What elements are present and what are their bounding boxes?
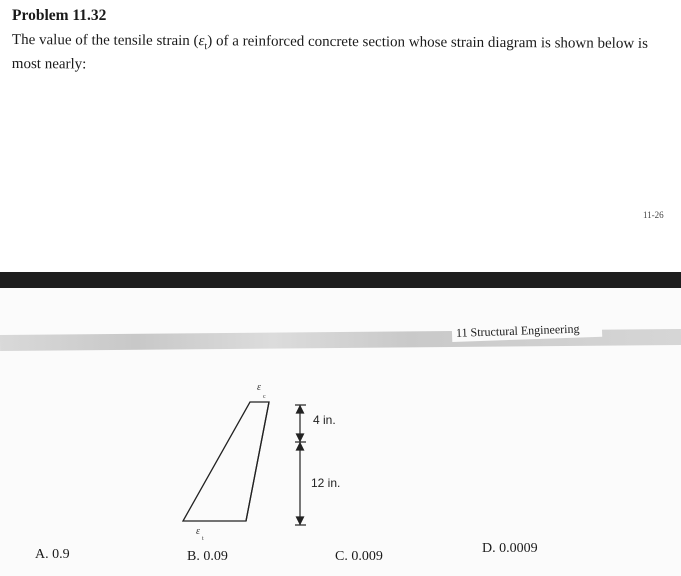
answer-choice-d[interactable]: D. 0.0009 [482, 541, 538, 556]
answer-choice-c[interactable]: C. 0.009 [335, 549, 383, 564]
tensile-strain-symbol: $\varepsilon_t$ [198, 33, 208, 53]
dim-label-bottom: 12 in. [311, 476, 341, 490]
dim-label-top: 4 in. [313, 413, 336, 427]
problem-title: Problem 11.32 [12, 7, 107, 24]
problem-text-after: ) of a reinforced concrete section whose strain diagram is shown below is most nearly: [11, 33, 648, 73]
tensile-strain-subscript: t [202, 536, 204, 540]
problem-text-before: The value of the tensile strain ( [11, 31, 199, 50]
chapter-header: 11 Structural Engineering [452, 319, 603, 342]
page-number: 11-26 [643, 210, 664, 220]
section-vertical-line [246, 402, 269, 521]
dim-arrow-bottom-down [297, 517, 304, 524]
answer-choice-a[interactable]: A. 0.9 [35, 547, 70, 562]
strain-diagram [170, 380, 370, 540]
answer-choice-b[interactable]: B. 0.09 [187, 549, 228, 564]
page-divider [0, 272, 681, 288]
strain-diagram-outline [183, 402, 269, 521]
compression-strain-label: ε [257, 382, 261, 393]
compression-strain-subscript: c [263, 394, 266, 400]
tensile-strain-label: ε [196, 526, 200, 537]
dim-arrow-top-down [297, 434, 304, 441]
dim-arrow-bottom-up [297, 443, 304, 450]
dim-arrow-top-up [297, 406, 304, 413]
problem-page [0, 0, 681, 272]
problem-statement [12, 31, 674, 77]
